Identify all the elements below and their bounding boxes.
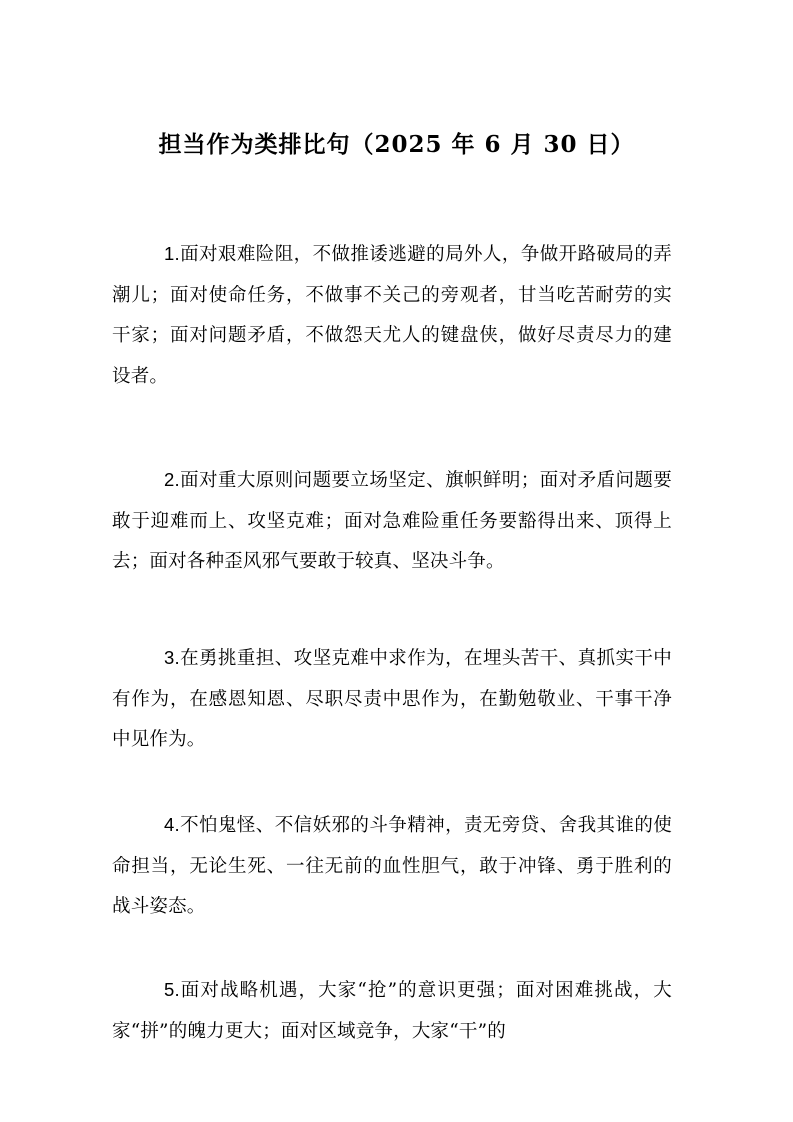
paragraph-number: 5. — [164, 979, 180, 1000]
paragraph-3 — [112, 638, 672, 761]
paragraph-number: 4. — [164, 814, 180, 835]
paragraph-5 — [112, 970, 672, 1052]
paragraph-text: 面对艰难险阻，不做推诿逃避的局外人，争做开路破局的弄潮儿；面对使命任务，不做事不关己的旁观者，甘当吃苦耐劳的实干家；面对问题矛盾，不做怨天尤人的键盘侠，做好尽责尽力的建设者。 — [112, 244, 672, 387]
paragraph-number: 3. — [164, 647, 180, 668]
paragraph-number: 1. — [164, 243, 180, 264]
document-title: 担当作为类排比句（2025 年 6 月 30 日） — [158, 131, 635, 158]
paragraph-4 — [112, 805, 672, 928]
paragraph-2 — [112, 460, 672, 583]
paragraph-number: 2. — [164, 469, 180, 490]
paragraph-1 — [112, 234, 672, 397]
paragraph-text: 面对战略机遇，大家“抢”的意识更强；面对困难挑战，大家“拼”的魄力更大；面对区域竞争，大家“干”的 — [112, 980, 672, 1042]
paragraph-text: 在勇挑重担、攻坚克难中求作为，在埋头苦干、真抓实干中有作为，在感恩知恩、尽职尽责中思作为，在勤勉敬业、干事干净中见作为。 — [112, 648, 672, 750]
paragraph-text: 面对重大原则问题要立场坚定、旗帜鲜明；面对矛盾问题要敢于迎难而上、攻坚克难；面对急难险重任务要豁得出来、顶得上去；面对各种歪风邪气要敢于较真、坚决斗争。 — [112, 470, 672, 572]
paragraph-text: 不怕鬼怪、不信妖邪的斗争精神，责无旁贷、舍我其谁的使命担当，无论生死、一往无前的血性胆气，敢于冲锋、勇于胜利的战斗姿态。 — [112, 815, 672, 917]
